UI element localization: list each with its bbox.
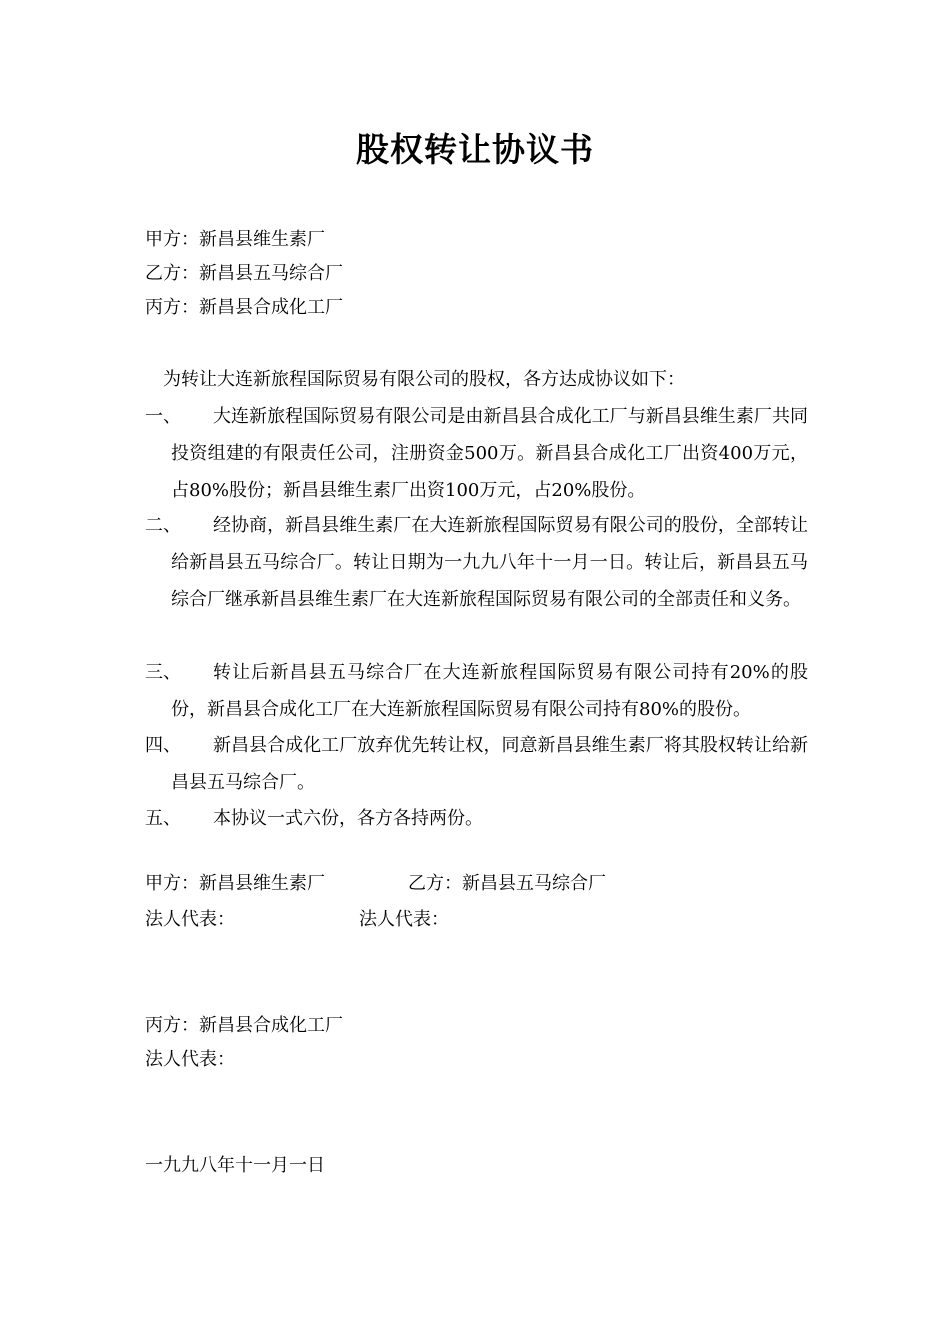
clause-text: 大连新旅程国际贸易有限公司是由新昌县合成化工厂与新昌县维生素厂共同投资组建的有限责任公司，注册资金500万。新昌县合成化工厂出资400万元，占80%股份；新昌县维生素厂出资100万元，占20%股份。 [171,406,808,501]
party-c: 丙方：新昌县合成化工厂 [145,297,343,318]
intro-paragraph: 为转让大连新旅程国际贸易有限公司的股权，各方达成协议如下： [163,369,685,390]
signature-party-c: 丙方：新昌县合成化工厂 [145,1015,343,1036]
document-title: 股权转让协议书 [356,130,594,169]
clause-text: 经协商，新昌县维生素厂在大连新旅程国际贸易有限公司的股份，全部转让给新昌县五马综合厂。转让日期为一九九八年十一月一日。转让后，新昌县五马综合厂继承新昌县维生素厂在大连新旅程国际贸易有限公司的全部责任和义务。 [171,515,808,610]
signature-rep-c: 法人代表： [145,1049,235,1070]
clause-text: 本协议一式六份，各方各持两份。 [213,808,483,829]
agreement-date: 一九九八年十一月一日 [145,1155,325,1176]
clause-4 [145,727,808,801]
clause-5 [145,800,808,837]
clause-text: 转让后新昌县五马综合厂在大连新旅程国际贸易有限公司持有20%的股份，新昌县合成化工厂在大连新旅程国际贸易有限公司持有80%的股份。 [171,662,808,720]
signature-party-a: 甲方：新昌县维生素厂 [145,873,325,894]
clause-number: 四、 [145,735,181,756]
clause-number: 二、 [145,515,181,536]
clause-number: 三、 [145,662,181,683]
signature-rep-a: 法人代表： [145,909,235,930]
signature-rep-b: 法人代表： [359,909,449,930]
clause-number: 五、 [145,808,181,829]
clause-2 [145,507,808,618]
party-b: 乙方：新昌县五马综合厂 [145,263,343,284]
signature-party-b: 乙方：新昌县五马综合厂 [408,873,606,894]
clause-text: 新昌县合成化工厂放弃优先转让权，同意新昌县维生素厂将其股权转让给新昌县五马综合厂。 [171,735,808,793]
clause-number: 一、 [145,406,181,427]
clause-1 [145,398,808,509]
clause-3 [145,654,808,728]
party-a: 甲方：新昌县维生素厂 [145,229,325,250]
